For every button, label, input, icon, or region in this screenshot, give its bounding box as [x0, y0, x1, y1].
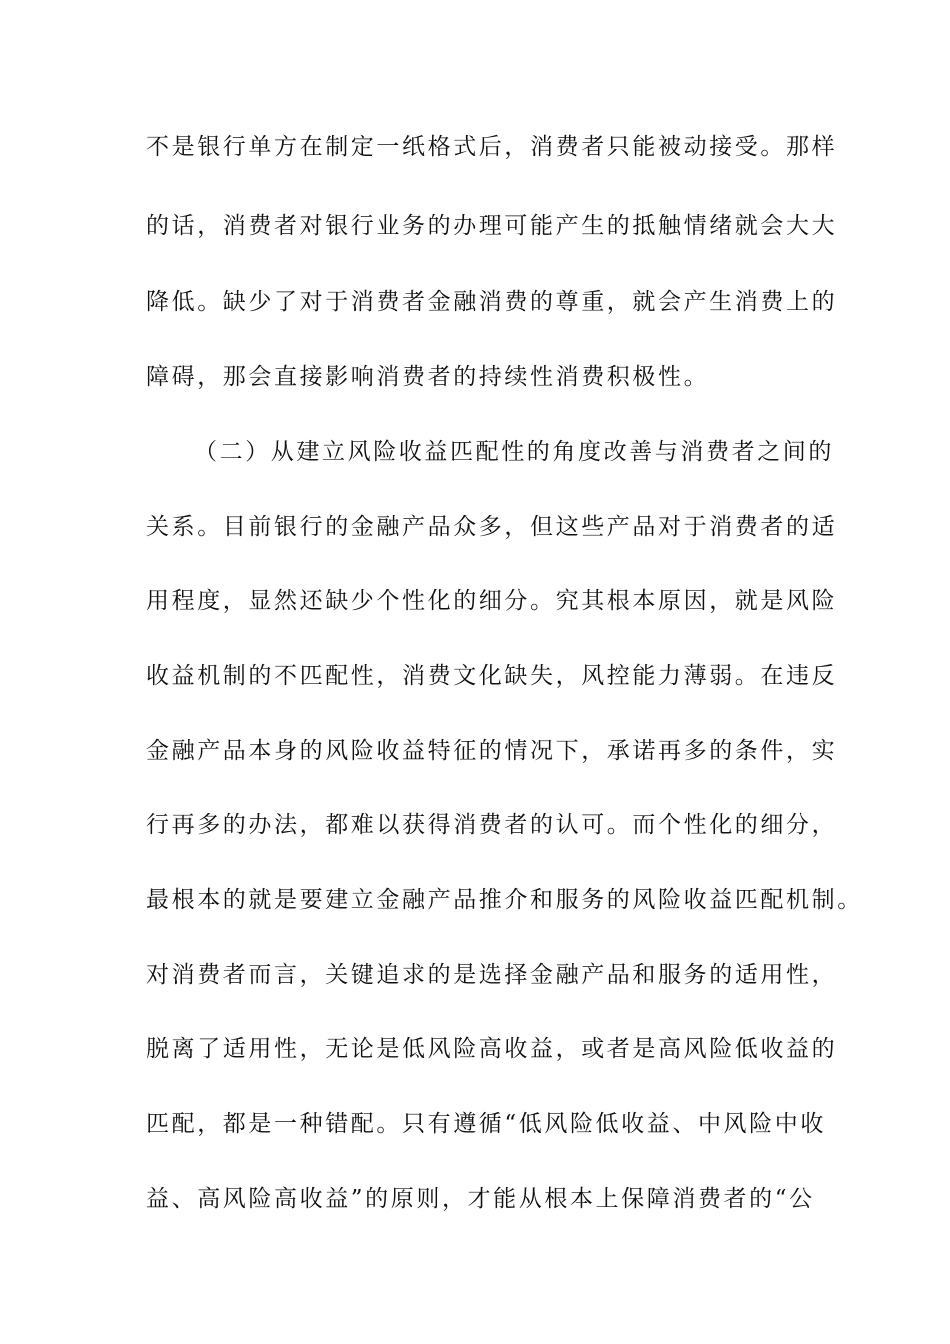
text-line: 收益机制的不匹配性，消费文化缺失，风控能力薄弱。在违反 — [146, 663, 838, 689]
text-line: 脱离了适用性，无论是低风险高收益，或者是高风险低收益的 — [146, 1036, 838, 1062]
text-line: 匹配，都是一种错配。只有遵循“低风险低收益、中风险中收 — [146, 1111, 826, 1137]
text-line: 用程度，显然还缺少个性化的细分。究其根本原因，就是风险 — [146, 588, 838, 614]
text-line: 关系。目前银行的金融产品众多，但这些产品对于消费者的适 — [146, 514, 838, 540]
text-line: 益、高风险高收益”的原则，才能从根本上保障消费者的“公 — [146, 1186, 815, 1212]
text-line: 降低。缺少了对于消费者金融消费的尊重，就会产生消费上的 — [146, 289, 838, 315]
text-line: 行再多的办法，都难以获得消费者的认可。而个性化的细分， — [146, 812, 838, 838]
text-line: 金融产品本身的风险收益特征的情况下，承诺再多的条件，实 — [146, 738, 838, 764]
text-line: 不是银行单方在制定一纸格式后，消费者只能被动接受。那样 — [146, 134, 838, 160]
paragraph-first-line: （二）从建立风险收益匹配性的角度改善与消费者之间的 — [194, 439, 834, 465]
text-line: 对消费者而言，关键追求的是选择金融产品和服务的适用性， — [146, 962, 838, 988]
text-line: 最根本的就是要建立金融产品推介和服务的风险收益匹配机制。 — [146, 887, 863, 913]
text-line: 障碍，那会直接影响消费者的持续性消费积极性。 — [146, 364, 710, 390]
text-line: 的话，消费者对银行业务的办理可能产生的抵触情绪就会大大 — [146, 213, 838, 239]
